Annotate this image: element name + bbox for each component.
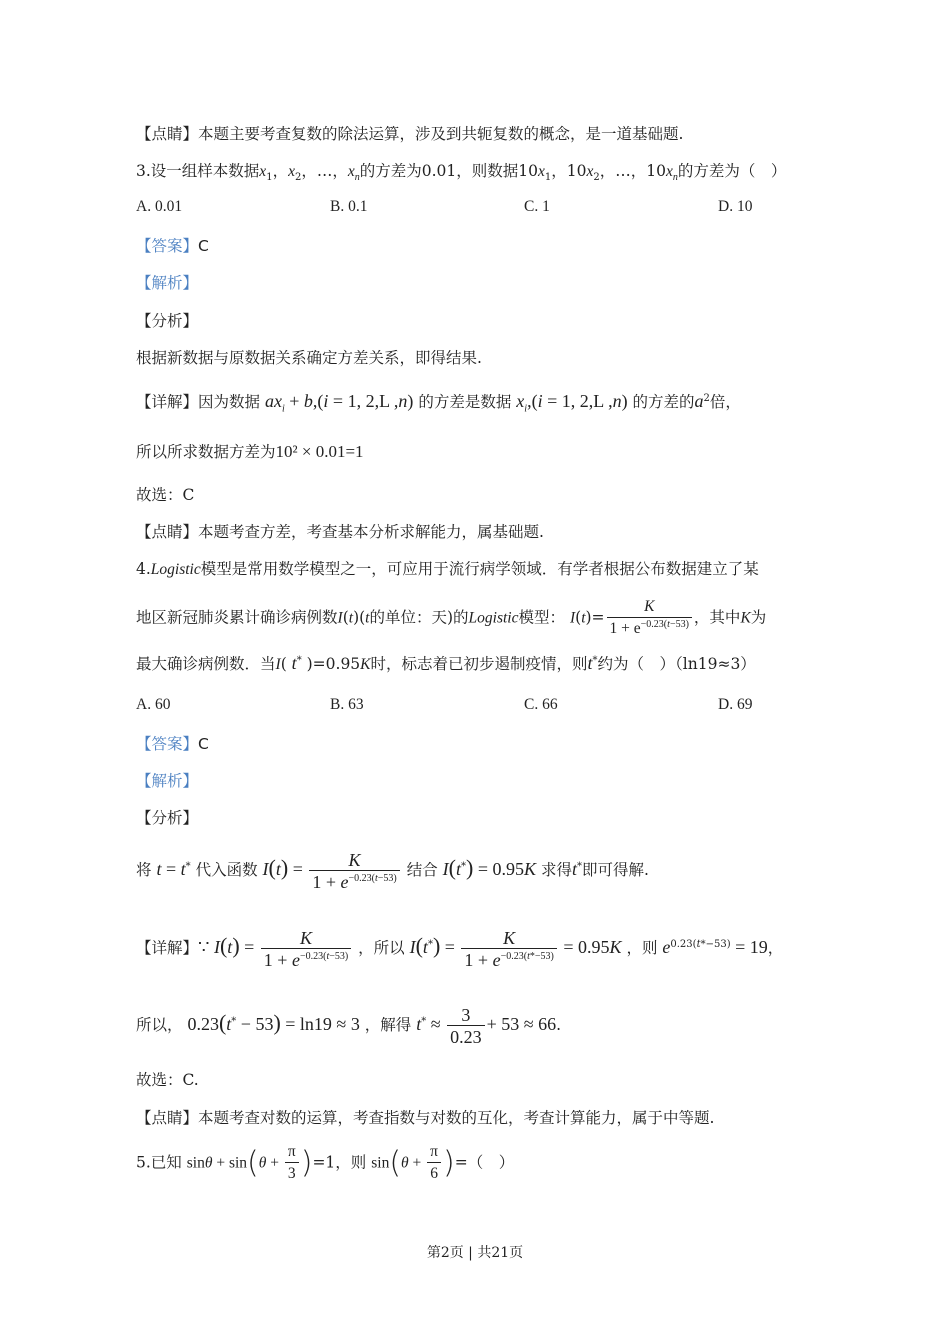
q2-tip: 【点睛】本题主要考查复数的除法运算，涉及到共轭复数的概念，是一道基础题.: [136, 125, 684, 143]
q3-fenxi: 根据新数据与原数据关系确定方差关系，即得结果.: [136, 349, 482, 367]
q4-option-b: B. 63: [330, 696, 364, 713]
q3-detail: 【详解】因为数据 $ax_i + b,(i = 1$, 2,L ,n) 的方差是数据 $x_i,(i = 1$, 2,L ,n) 的方差的$a^2$倍，: [136, 391, 741, 415]
q4-tip: 【点睛】本题考查对数的运算，考查指数与对数的互化，考查计算能力，属于中等题.: [136, 1109, 715, 1127]
q4-detail: 【详解】∵ I(t) = $\frac{K}{1 + e^{-0.23(t-53)}}$ ，所以 I(t*) = $\frac{K}{1 + e^{-0.23(t*-53)}}$ = 0.95K ，则 $e^{0.23(t*-53)} = 19$，: [136, 927, 784, 970]
q5-stem: 5.已知 sinθ + sin(θ + $\frac{\pi}{3}$ )=1，则 sin(θ + $\frac{\pi}{6}$ )=（ ）: [136, 1143, 515, 1182]
q3-calc: 所以所求数据方差为10² × 0.01=1: [136, 442, 364, 461]
q3-option-b: B. 0.1: [330, 198, 368, 215]
q3-stem: 3.设一组样本数据$x_1$，$x_2$，…，$x_n$的方差为0.01，则数据$10x_1$，$10x_2$，…，$10x_n$的方差为（ ）: [136, 162, 787, 184]
q3-fenxi-label: 【分析】: [136, 312, 199, 330]
q4-stem-line3: 最大确诊病例数．当I( t* )=0.95K时，标志着已初步遏制疫情，则t*约为（ ）（ln19≈3）: [136, 653, 756, 673]
q4-fenxi-label: 【分析】: [136, 809, 199, 827]
q4-option-c: C. 66: [524, 696, 558, 713]
q3-tip: 【点睛】本题考查方差，考查基本分析求解能力，属基础题.: [136, 523, 544, 541]
q4-answer: 【答案】C: [136, 735, 209, 753]
q3-conclusion: 故选：C: [136, 486, 195, 504]
q4-stem-line1: 4.Logistic模型是常用数学模型之一，可应用于流行病学领域．有学者根据公布数据建立了某: [136, 560, 759, 578]
q4-fenxi: 将 t = t* 代入函数 I(t) = $\frac{K}{1 + e^{-0.23(t-53)}}$ 结合 I(t*) = 0.95K 求得t*即可得解.: [136, 849, 649, 892]
q3-answer: 【答案】C: [136, 237, 209, 255]
q3-option-a: A. 0.01: [136, 198, 183, 215]
q3-option-d: D. 10: [718, 198, 753, 215]
q3-option-c: C. 1: [524, 198, 550, 215]
page-footer: 第2页 | 共21页: [426, 1245, 524, 1261]
q4-jiexi-label: 【解析】: [136, 772, 199, 790]
q4-conclusion: 故选：C.: [136, 1071, 199, 1089]
q4-option-d: D. 69: [718, 696, 753, 713]
q4-option-a: A. 60: [136, 696, 171, 713]
q3-jiexi-label: 【解析】: [136, 274, 199, 292]
q4-solution: 所以， 0.23(t* − 53) = ln19 ≈ 3 ，解得 t* ≈ $\frac{3}{0.23}$ + 53 ≈ 66.: [136, 1004, 562, 1047]
q4-stem-line2: 地区新冠肺炎累计确诊病例数I(t)(t的单位：天)的Logistic模型： I(t)= $\frac{K}{1 + e^{-0.23(t-53)}}$ ，其中K为: [136, 598, 767, 637]
